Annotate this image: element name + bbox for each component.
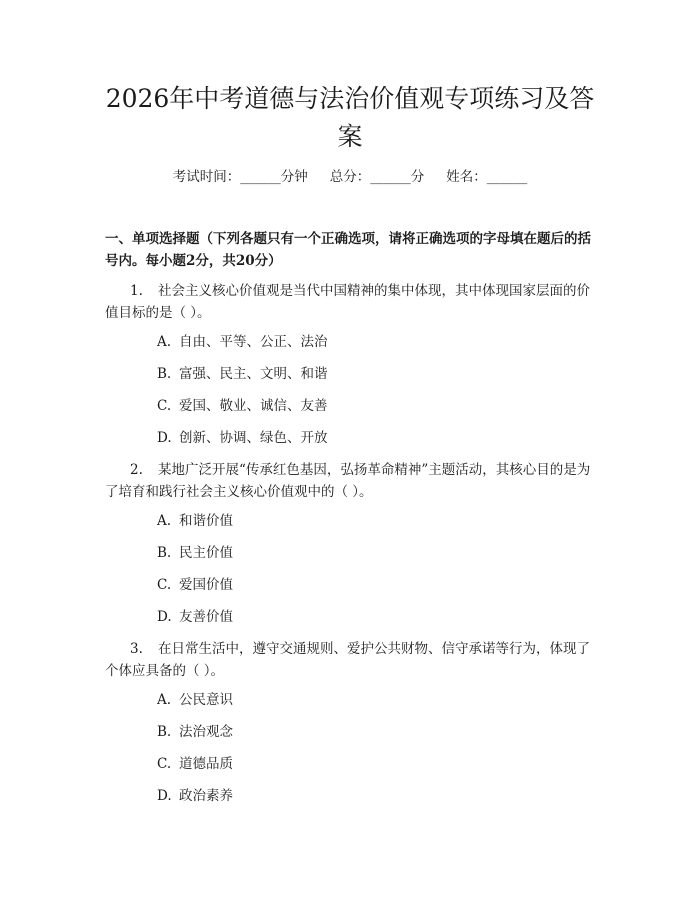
question-stem: 某地广泛开展“传承红色基因，弘扬革命精神”主题活动，其核心目的是为了培育和践行社会主义核心价值观中的（ ）。: [105, 462, 591, 500]
score-unit: 分: [410, 169, 425, 185]
option-letter: D.: [157, 609, 172, 625]
option-text: 公民意识: [179, 692, 233, 708]
option-letter: B.: [157, 366, 172, 382]
option-letter: A.: [157, 334, 172, 350]
option-letter: B.: [157, 545, 172, 561]
option-2b: [157, 542, 577, 564]
option-text: 政治素养: [179, 788, 233, 804]
question-1: [105, 280, 600, 324]
option-text: 富强、民主、文明、和谐: [179, 366, 328, 382]
time-label: 考试时间：: [172, 169, 241, 185]
option-text: 法治观念: [179, 724, 233, 740]
time-unit: 分钟: [280, 169, 308, 185]
option-2d: [157, 606, 577, 628]
option-2a: [157, 510, 577, 532]
option-1b: [157, 363, 577, 385]
option-letter: A.: [157, 692, 172, 708]
section-heading: 一、单项选择题（下列各题只有一个正确选项，请将正确选项的字母填在题后的括号内。每小题2分，共20分）: [105, 231, 591, 269]
option-3b: [157, 721, 577, 743]
option-letter: C.: [157, 756, 172, 772]
option-2c: [157, 574, 577, 596]
option-text: 创新、协调、绿色、开放: [179, 430, 328, 446]
question-number: 1.: [130, 283, 143, 299]
name-blank: ______: [486, 169, 528, 185]
option-text: 道德品质: [179, 756, 233, 772]
option-letter: B.: [157, 724, 172, 740]
option-text: 友善价值: [179, 609, 233, 625]
option-1c: [157, 395, 577, 417]
question-number: 3.: [130, 641, 143, 657]
option-text: 和谐价值: [179, 513, 233, 529]
option-text: 爱国价值: [179, 577, 233, 593]
option-text: 爱国、敬业、诚信、友善: [179, 398, 328, 414]
option-1d: [157, 427, 577, 449]
option-1a: [157, 331, 577, 353]
option-3d: [157, 785, 577, 807]
option-text: 民主价值: [179, 545, 233, 561]
question-3: [105, 638, 600, 682]
exam-info-line: [0, 166, 700, 188]
option-letter: A.: [157, 513, 172, 529]
question-2: [105, 459, 600, 503]
question-stem: 社会主义核心价值观是当代中国精神的集中体现，其中体现国家层面的价值目标的是（ ）。: [105, 283, 590, 321]
document-title: 2026年中考道德与法治价值观专项练习及答案: [105, 84, 595, 151]
option-3a: [157, 689, 577, 711]
option-letter: C.: [157, 577, 172, 593]
score-label: 总分：: [329, 169, 371, 185]
option-letter: D.: [157, 788, 172, 804]
option-text: 自由、平等、公正、法治: [179, 334, 328, 350]
score-blank: ______: [370, 169, 411, 185]
option-letter: D.: [157, 430, 172, 446]
question-stem: 在日常生活中，遵守交通规则、爱护公共财物、信守承诺等行为，体现了个体应具备的（ ）。: [105, 641, 590, 679]
option-letter: C.: [157, 398, 172, 414]
question-number: 2.: [130, 462, 143, 478]
name-label: 姓名：: [446, 169, 487, 185]
time-blank: ______: [240, 169, 281, 185]
option-3c: [157, 753, 577, 775]
